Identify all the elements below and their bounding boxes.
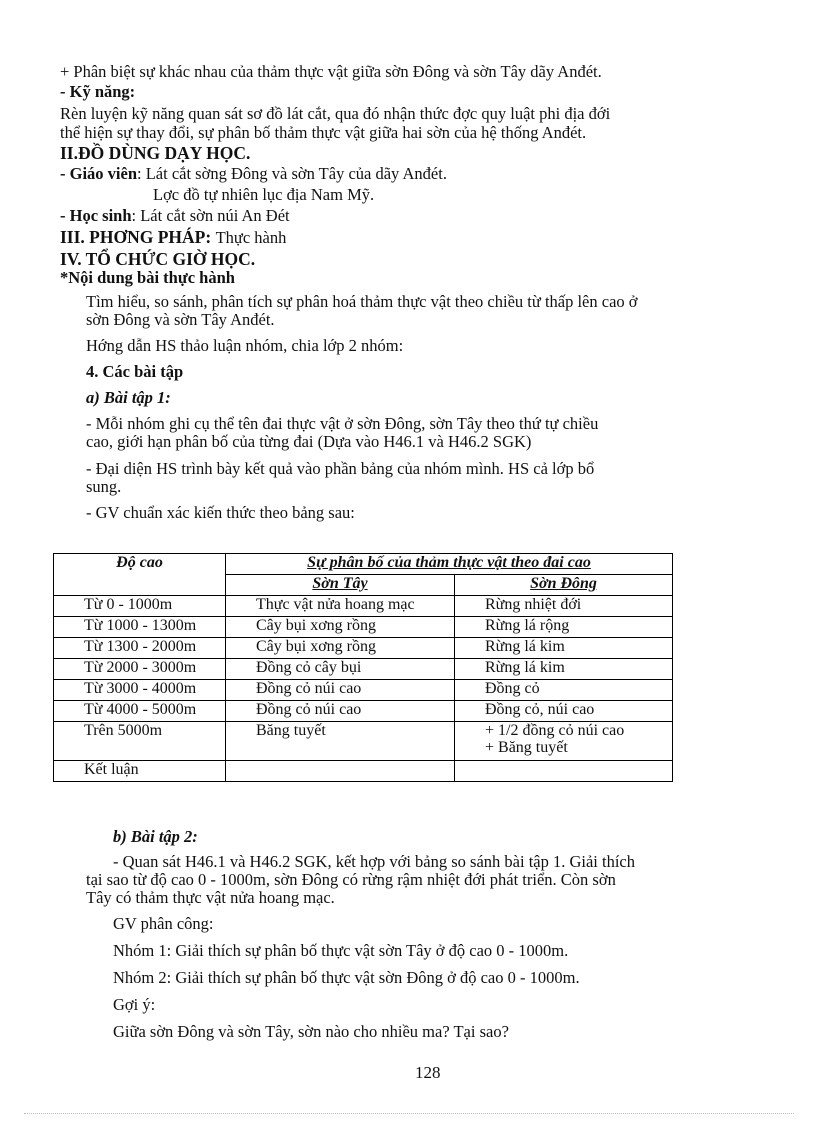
exercise-1-line-2: cao, giới hạn phân bố của từng đai (Dựa vào H46.1 và H46.2 SGK) [86, 432, 532, 451]
group-instruction: Hớng dẫn HS thảo luận nhóm, chia lớp 2 nhóm: [86, 336, 404, 355]
practice-intro-1: Tìm hiểu, so sánh, phân tích sự phân hoá thảm thực vật theo chiều từ thấp lên cao ở [86, 292, 638, 311]
practice-content-heading: *Nội dung bài thực hành [60, 268, 235, 287]
group-1-task: Nhóm 1: Giải thích sự phân bố thực vật sờn Tây ở độ cao 0 - 1000m. [113, 941, 569, 960]
vegetation-table [53, 553, 673, 782]
exercise-2-line-1: - Quan sát H46.1 và H46.2 SGK, kết hợp với bảng so sánh bài tập 1. Giải thích [113, 852, 635, 871]
section-heading-method [60, 228, 286, 247]
teacher-text: : Lát cắt sờng Đông và sờn Tây của dãy Anđét. [137, 164, 447, 183]
east-slope-header: Sờn Đông [455, 575, 673, 596]
student-text: : Lát cắt sờn núi An Đét [131, 206, 290, 225]
west-cell: Cây bụi xơng rồng [226, 638, 455, 659]
east-cell: Rừng lá rộng [455, 617, 673, 638]
table-row [54, 680, 673, 701]
table-row [54, 701, 673, 722]
altitude-cell: Trên 5000m [54, 722, 226, 761]
table-row [54, 659, 673, 680]
section-heading-materials: II.ĐỒ DÙNG DẠY HỌC. [60, 143, 251, 163]
teacher-label: - Giáo viên [60, 164, 137, 183]
west-cell: Đồng cỏ cây bụi [226, 659, 455, 680]
table-row [54, 617, 673, 638]
exercise-1-line-5: - GV chuẩn xác kiến thức theo bảng sau: [86, 503, 355, 522]
west-cell [226, 761, 455, 782]
teacher-materials [60, 164, 447, 183]
group-2-task: Nhóm 2: Giải thích sự phân bố thực vật sờn Đông ở độ cao 0 - 1000m. [113, 968, 580, 987]
east-cell: Rừng lá kim [455, 659, 673, 680]
exercise-2-heading: b) Bài tập 2: [113, 827, 198, 846]
table-row [54, 638, 673, 659]
skills-heading: - Kỹ năng: [60, 82, 136, 101]
hint-heading: Gợi ý: [113, 995, 156, 1014]
east-cell-line-1: + 1/2 đồng cỏ núi cao [485, 722, 625, 739]
objective-line: + Phân biệt sự khác nhau của thảm thực vật giữa sờn Đông và sờn Tây dãy Anđét. [60, 62, 602, 81]
exercise-1-heading: a) Bài tập 1: [86, 388, 171, 407]
west-slope-header: Sờn Tây [226, 575, 455, 596]
method-label: III. PHƠNG PHÁP: [60, 227, 216, 247]
section-heading-organization: IV. TỔ CHỨC GIỜ HỌC. [60, 249, 256, 269]
exercise-1-line-3: - Đại diện HS trình bày kết quả vào phần bảng của nhóm mình. HS cả lớp bổ [86, 459, 595, 478]
altitude-cell: Từ 2000 - 3000m [54, 659, 226, 680]
table-row [54, 761, 673, 782]
east-cell: Đồng cỏ [455, 680, 673, 701]
student-label: - Học sinh [60, 206, 132, 225]
exercise-1-line-1: - Mỗi nhóm ghi cụ thể tên đai thực vật ở sờn Đông, sờn Tây theo thứ tự chiều [86, 414, 599, 433]
east-cell-line-2: + Băng tuyết [485, 739, 568, 756]
exercise-2-line-2: tại sao từ độ cao 0 - 1000m, sờn Đông có rừng rậm nhiệt đới phát triển. Còn sờn [86, 870, 616, 889]
east-cell [455, 761, 673, 782]
method-text: Thực hành [215, 228, 287, 247]
west-cell: Đồng cỏ núi cao [226, 701, 455, 722]
altitude-cell: Từ 0 - 1000m [54, 596, 226, 617]
student-materials [60, 206, 290, 225]
page-number: 128 [415, 1063, 441, 1082]
east-cell: Rừng nhiệt đới [455, 596, 673, 617]
conclusion-cell: Kết luận [54, 761, 226, 782]
teacher-materials-2: Lợc đồ tự nhiên lục địa Nam Mỹ. [153, 185, 375, 204]
practice-intro-2: sờn Đông và sờn Tây Anđét. [86, 310, 275, 329]
distribution-header: Sự phân bố của thảm thực vật theo đai cao [226, 554, 673, 575]
hint-question: Giữa sờn Đông và sờn Tây, sờn nào cho nhiều ma? Tại sao? [113, 1022, 509, 1041]
west-cell: Băng tuyết [226, 722, 455, 761]
altitude-cell: Từ 1000 - 1300m [54, 617, 226, 638]
table-row [54, 722, 673, 761]
east-cell: Rừng lá kim [455, 638, 673, 659]
west-cell: Đồng cỏ núi cao [226, 680, 455, 701]
west-cell: Thực vật nửa hoang mạc [226, 596, 455, 617]
east-cell [455, 722, 673, 761]
altitude-cell: Từ 4000 - 5000m [54, 701, 226, 722]
table-row [54, 596, 673, 617]
exercise-1-line-4: sung. [86, 477, 122, 496]
altitude-cell: Từ 1300 - 2000m [54, 638, 226, 659]
altitude-cell: Từ 3000 - 4000m [54, 680, 226, 701]
skills-line-1: Rèn luyện kỹ năng quan sát sơ đồ lát cắt, qua đó nhận thức đợc quy luật phi địa đới [60, 104, 611, 123]
exercises-heading: 4. Các bài tập [86, 362, 184, 381]
page-bottom-divider [24, 1113, 794, 1114]
exercise-2-line-3: Tây có thảm thực vật nửa hoang mạc. [86, 888, 335, 907]
east-cell: Đồng cỏ, núi cao [455, 701, 673, 722]
skills-line-2: thể hiện sự thay đổi, sự phân bố thảm thực vật giữa hai sờn của hệ thống Anđét. [60, 123, 587, 142]
altitude-header: Độ cao [54, 554, 226, 596]
assignment-heading: GV phân công: [113, 914, 214, 933]
west-cell: Cây bụi xơng rồng [226, 617, 455, 638]
